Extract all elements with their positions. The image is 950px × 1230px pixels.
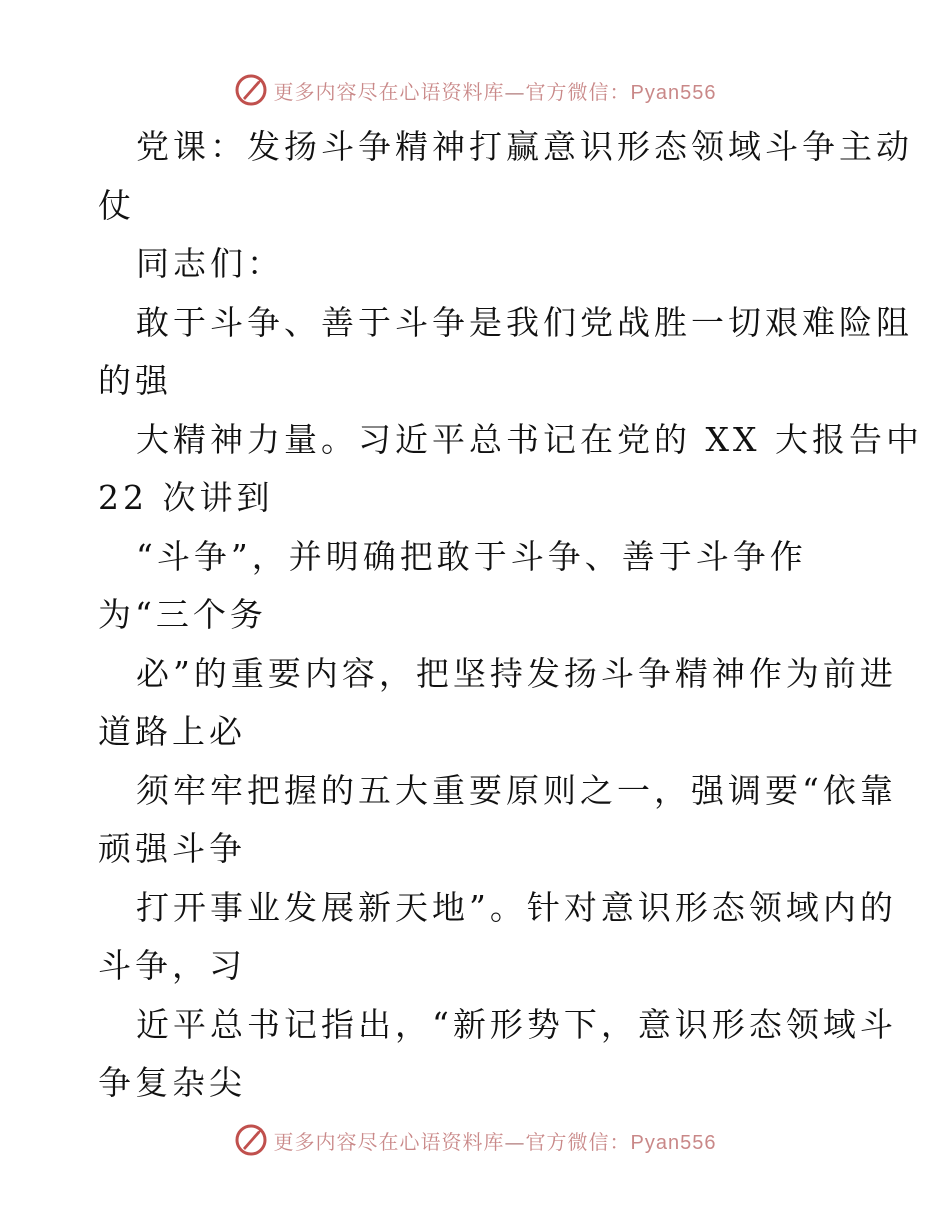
text-line: 仗 — [98, 185, 135, 225]
watermark-wechat-label: 官方微信： — [525, 79, 631, 104]
watermark-site: 更多内容尽在心语资料库 — [273, 79, 505, 104]
header-watermark — [0, 70, 950, 110]
watermark-wechat-id: Pyan556 — [630, 1131, 717, 1154]
watermark-wechat-label: 官方微信： — [525, 1129, 631, 1154]
watermark-separator: — — [504, 1129, 526, 1154]
watermark-text — [274, 1126, 717, 1155]
text-line: 为“三个务 — [98, 595, 267, 634]
watermark-text — [274, 76, 717, 105]
text-line: 斗争，习 — [98, 946, 246, 985]
text-line: 大精神力量。习近平总书记在党的 XX 大报告中 — [136, 419, 923, 459]
text-line: 近平总书记指出，“新形势下，意识形态领域斗 — [136, 1004, 897, 1044]
text-line: 道路上必 — [98, 712, 246, 751]
text-line: 敢于斗争、善于斗争是我们党战胜一切艰难险阻 — [136, 302, 913, 342]
footer-watermark — [0, 1120, 950, 1160]
text-line: 同志们： — [136, 244, 284, 283]
text-line: 必”的重要内容，把坚持发扬斗争精神作为前进 — [136, 653, 897, 693]
watermark-wechat-id: Pyan556 — [630, 81, 717, 104]
text-line: 争复杂尖 — [98, 1063, 246, 1102]
quill-logo-icon — [234, 73, 268, 107]
text-line: 顽强斗争 — [98, 829, 246, 868]
watermark-separator: — — [504, 79, 526, 104]
quill-logo-icon — [234, 1123, 268, 1157]
text-line: 须牢牢把握的五大重要原则之一，强调要“依靠 — [136, 770, 897, 810]
text-line: 22 次讲到 — [98, 478, 274, 517]
document-body — [98, 118, 923, 1113]
text-line: 打开事业发展新天地”。针对意识形态领域内的 — [136, 887, 897, 927]
text-line: “斗争”，并明确把敢于斗争、善于斗争作 — [136, 536, 807, 576]
text-line: 党课：发扬斗争精神打赢意识形态领域斗争主动 — [136, 127, 913, 166]
watermark-site: 更多内容尽在心语资料库 — [273, 1129, 505, 1154]
text-line: 的强 — [98, 361, 172, 400]
